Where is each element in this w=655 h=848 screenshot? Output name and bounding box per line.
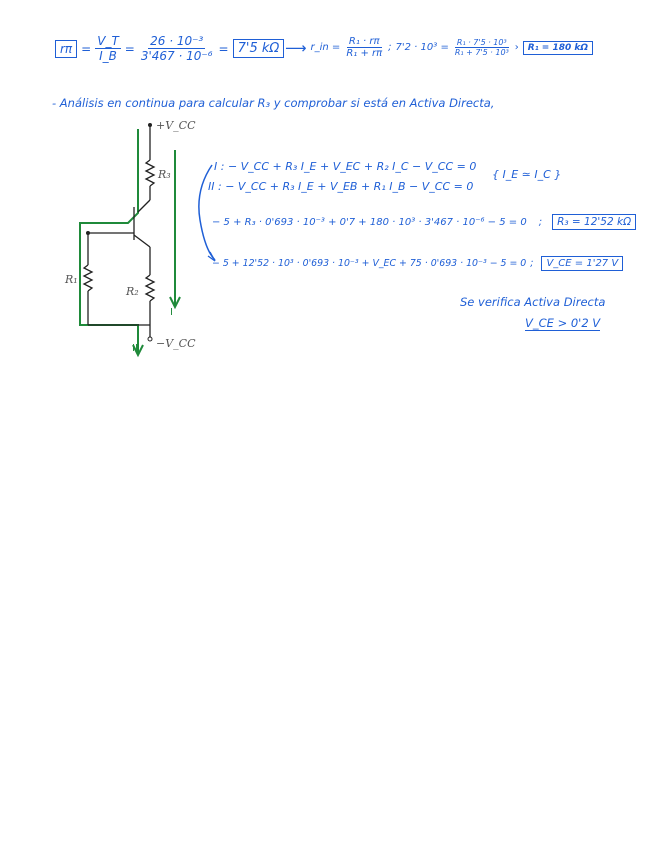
rpi-symbol: rπ: [55, 40, 77, 58]
loop-I-path: [80, 129, 138, 353]
rin-fraction: [344, 36, 384, 59]
approximation-note: { I_E ≃ I_C }: [492, 168, 562, 181]
rpi-result: 7'5 kΩ: [233, 39, 285, 58]
conclusion-text: Se verifica Activa Directa: [460, 295, 606, 309]
equals-sign: =: [218, 41, 229, 56]
vt-over-ib: [95, 34, 121, 63]
rin-calculation: [285, 36, 593, 59]
rin-label: r_in =: [310, 42, 341, 53]
rin-denominator: R₁ + rπ: [346, 48, 383, 59]
fraction-denominator: 3'467 · 10⁻⁶: [140, 49, 213, 63]
r2-label: R₂: [126, 285, 139, 298]
equation-loop-I: I : − V_CC + R₃ I_E + V_EC + R₂ I_C − V_CC = 0: [214, 160, 477, 173]
fraction-numerator: 26 · 10⁻³: [150, 34, 204, 48]
section-heading: - Análisis en continua para calcular R₃ y comprobar si está en Activa Directa,: [52, 96, 495, 110]
r1-result: R₁ = 180 kΩ: [523, 41, 593, 55]
r3-result: R₃ = 12'52 kΩ: [552, 214, 636, 230]
vcc-minus-label: −V_CC: [156, 337, 196, 350]
r3-label: R₃: [158, 168, 171, 181]
ib-denominator: I_B: [99, 49, 117, 63]
vt-numerator: V_T: [97, 34, 119, 48]
equation-loop-II: II : − V_CC + R₃ I_E + V_EB + R₁ I_B − V_CC = 0: [208, 180, 474, 193]
conclusion-condition: V_CE > 0'2 V: [525, 316, 601, 330]
r1-label: R₁: [65, 273, 78, 286]
r3-equation: − 5 + R₃ · 0'693 · 10⁻³ + 0'7 + 180 · 10³ · 3'467 · 10⁻⁶ − 5 = 0: [212, 216, 527, 228]
vce-result: V_CE = 1'27 V: [541, 256, 623, 271]
chevron-right-icon: ›: [514, 42, 519, 53]
separator: ;: [530, 258, 534, 269]
rin-value: 7'2 · 10³ =: [395, 42, 449, 53]
equals-sign: =: [81, 41, 92, 56]
separator: ;: [538, 216, 543, 228]
rin-numerator-numeric: R₁ · 7'5 · 10³: [456, 38, 507, 47]
separator: ;: [388, 42, 392, 53]
equals-sign: =: [124, 41, 135, 56]
loop-I-label: I: [170, 307, 173, 318]
numeric-fraction: [139, 34, 215, 63]
loop-II-label: II: [132, 343, 138, 354]
rpi-calculation: [55, 34, 284, 63]
vcc-plus-label: +V_CC: [156, 119, 196, 132]
vec-equation: − 5 + 12'52 · 10³ · 0'693 · 10⁻³ + V_EC + 75 · 0'693 · 10⁻³ − 5 = 0: [212, 258, 527, 269]
rin-denominator-numeric: R₁ + 7'5 · 10³: [454, 48, 509, 57]
arrow-icon: ⟶: [285, 38, 307, 57]
vec-equation-row: [212, 256, 623, 271]
transistor-circuit: [60, 115, 200, 360]
r3-equation-row: [212, 214, 636, 230]
rin-numerator: R₁ · rπ: [348, 36, 380, 47]
rin-fraction-numeric: [453, 38, 511, 57]
